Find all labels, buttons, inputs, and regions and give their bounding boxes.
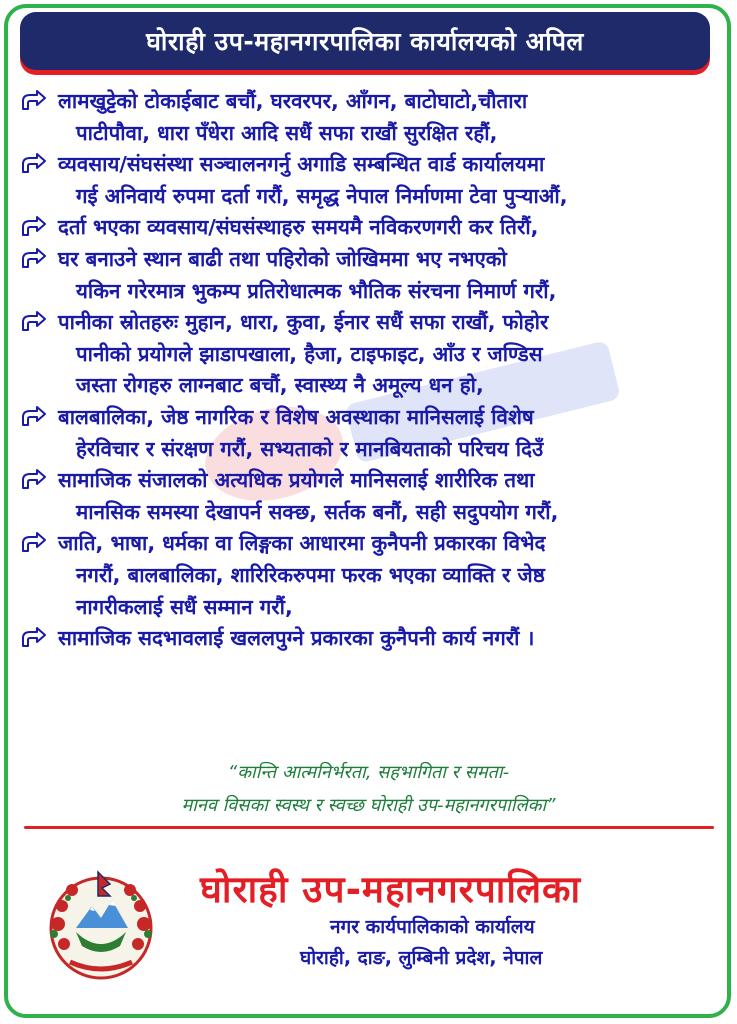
office-name: नगर कार्यपालिकाको कार्यालय xyxy=(330,916,535,938)
appeal-line: मानसिक समस्या देखापर्न सक्छ, सर्तक बनौं, सही सदुपयोग गरौं, xyxy=(76,499,559,524)
appeal-item xyxy=(18,307,718,402)
appeal-item xyxy=(18,528,718,623)
appeal-line: हेरविचार र संरक्षण गरौं, सभ्यताको र मानबियताको परिचय दिउँ xyxy=(76,436,544,461)
appeal-line: पानीको प्रयोगले झाडापखाला, हैजा, टाइफाइट, आँउ र जण्डिस xyxy=(76,341,543,366)
appeal-line: जाति, भाषा, धर्मका वा लिङ्गका आधारमा कुनैपनी प्रकारका विभेद xyxy=(58,531,546,556)
appeal-line: नागरीकलाई सधैं सम्मान गरौं, xyxy=(76,594,293,619)
slogan-line-2: मानव विसका स्वस्थ र स्वच्छ घोराही उप-महानगरपालिका” xyxy=(181,795,556,816)
appeal-line: यकिन गरेरमात्र भुकम्प प्रतिरोधात्मक भौतिक संरचना निमार्ण गरौं, xyxy=(76,278,557,303)
appeal-line: पाटीपौवा, धारा पँधेरा आदि सधैं सफा राखौं सुरक्षित रहौं, xyxy=(76,120,498,145)
pointer-arrow-icon xyxy=(20,405,48,429)
appeal-line: गई अनिवार्य रुपमा दर्ता गरौं, समृद्ध नेपाल निर्माणमा टेवा पुऱ्याऔं, xyxy=(76,183,568,208)
title-banner xyxy=(20,12,710,70)
appeal-line: पानीका स्रोतहरुः मुहान, धारा, कुवा, ईनार सधैं सफा राखौं, फोहोर xyxy=(58,310,549,335)
appeal-line: बालबालिका, जेष्ठ नागरिक र विशेष अवस्थाका मानिसलाई विशेष xyxy=(58,404,534,429)
appeal-line: सामाजिक सदभावलाई खललपुग्ने प्रकारका कुनैपनी कार्य नगरौं । xyxy=(58,626,535,651)
appeal-item xyxy=(18,465,718,528)
pointer-arrow-icon xyxy=(20,152,48,176)
pointer-arrow-icon xyxy=(20,468,48,492)
appeal-line: नगरौं, बालबालिका, शारिरिकरुपमा फरक भएका व्याक्ति र जेष्ठ xyxy=(76,562,545,587)
appeal-line: जस्ता रोगहरु लाग्नबाट बचौं, स्वास्थ्य नै अमूल्य धन हो, xyxy=(76,373,484,398)
appeal-line: घर बनाउने स्थान बाढी तथा पहिरोको जोखिममा भए नभएको xyxy=(58,246,507,271)
appeal-line: सामाजिक संजालको अत्यधिक प्रयोगले मानिसलाई शारीरिक तथा xyxy=(58,468,535,493)
appeal-item xyxy=(18,623,718,655)
appeal-line: व्यवसाय/संघसंस्था सञ्चालनगर्नु अगाडि सम्बन्धित वार्ड कार्यालयमा xyxy=(58,152,545,177)
divider xyxy=(24,826,714,829)
pointer-arrow-icon xyxy=(20,215,48,239)
appeal-line: दर्ता भएका व्यवसाय/संघसंस्थाहरु समयमै नविकरणगरी कर तिरौं, xyxy=(58,215,539,240)
pointer-arrow-icon xyxy=(20,89,48,113)
nepal-emblem-icon xyxy=(40,866,162,986)
page-title: घोराही उप-महानगरपालिका कार्यालयको अपिल xyxy=(146,27,584,56)
appeal-item xyxy=(18,244,718,307)
slogan-line-1: “कान्ति आत्मनिर्भरता, सहभागिता र समता- xyxy=(227,762,510,783)
pointer-arrow-icon xyxy=(20,310,48,334)
appeal-list xyxy=(18,86,718,655)
pointer-arrow-icon xyxy=(20,531,48,555)
appeal-line: लामखुट्टेको टोकाईबाट बचौं, घरवरपर, आँगन, बाटोघाटो,चौतारा xyxy=(58,89,528,113)
appeal-item xyxy=(18,149,718,212)
appeal-item xyxy=(18,86,718,149)
pointer-arrow-icon xyxy=(20,247,48,271)
appeal-item xyxy=(18,212,718,244)
organization-name: घोराही उप-महानगरपालिका xyxy=(200,868,582,911)
office-address: घोराही, दाङ, लुम्बिनी प्रदेश, नेपाल xyxy=(300,947,543,969)
pointer-arrow-icon xyxy=(20,626,48,650)
appeal-item xyxy=(18,402,718,465)
